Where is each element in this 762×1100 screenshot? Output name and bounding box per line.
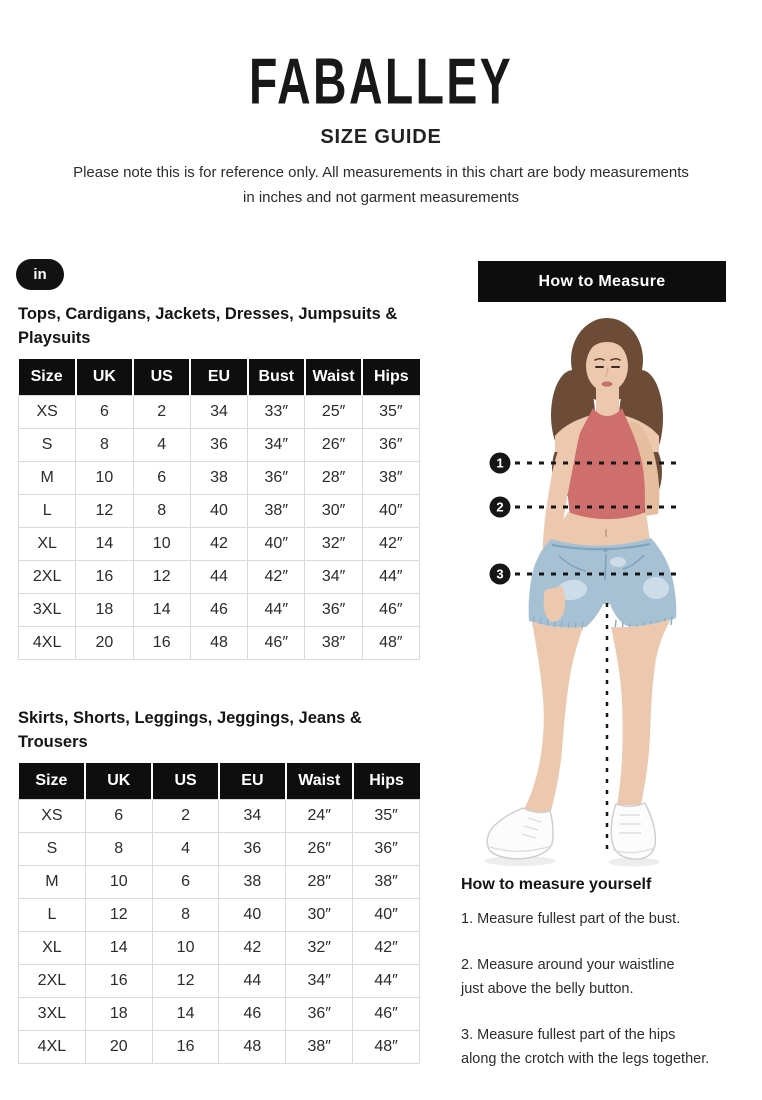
measure-step-line: along the crotch with the legs together. [461, 1051, 710, 1067]
bottoms-size-table [18, 763, 420, 1064]
size-cell: 10 [152, 931, 219, 964]
size-cell: 10 [85, 865, 152, 898]
table-row [19, 428, 420, 461]
size-cell: 6 [152, 865, 219, 898]
bust-marker [490, 453, 511, 474]
table-row [19, 626, 420, 659]
column-header: Waist [305, 359, 362, 395]
measure-step-line: just above the belly button. [461, 981, 634, 997]
size-cell: XL [19, 931, 86, 964]
size-cell: 4XL [19, 626, 76, 659]
table-row [19, 395, 420, 428]
column-header: Size [19, 359, 76, 395]
size-cell: 38 [190, 461, 247, 494]
size-cell: 30″ [286, 898, 353, 931]
size-cell: 48 [219, 1030, 286, 1063]
size-cell: 25″ [305, 395, 362, 428]
column-header: Waist [286, 763, 353, 799]
size-cell: 16 [133, 626, 190, 659]
size-cell: 10 [76, 461, 133, 494]
size-cell: 6 [85, 799, 152, 832]
size-cell: 36 [190, 428, 247, 461]
size-cell: S [19, 428, 76, 461]
size-cell: 14 [76, 527, 133, 560]
size-cell: 46″ [353, 997, 420, 1030]
size-cell: 34″ [248, 428, 305, 461]
size-cell: 44″ [353, 964, 420, 997]
size-cell: 35″ [362, 395, 419, 428]
column-header: UK [76, 359, 133, 395]
measure-step-line: 2. Measure around your waistline [461, 957, 675, 973]
table-row [19, 799, 420, 832]
column-header: US [152, 763, 219, 799]
size-cell: 42 [219, 931, 286, 964]
size-cell: 26″ [305, 428, 362, 461]
size-cell: 44 [190, 560, 247, 593]
size-cell: 28″ [286, 865, 353, 898]
column-header: US [133, 359, 190, 395]
size-cell: 2XL [19, 560, 76, 593]
size-cell: 38″ [305, 626, 362, 659]
size-cell: 40″ [248, 527, 305, 560]
size-cell: 18 [76, 593, 133, 626]
size-cell: 8 [85, 832, 152, 865]
size-cell: 20 [85, 1030, 152, 1063]
size-cell: XS [19, 395, 76, 428]
size-cell: 36 [219, 832, 286, 865]
unit-toggle-inches[interactable]: in [16, 259, 64, 290]
column-header: Bust [248, 359, 305, 395]
model-face [584, 326, 631, 392]
size-cell: 2XL [19, 964, 86, 997]
size-cell: 34″ [286, 964, 353, 997]
size-cell: 33″ [248, 395, 305, 428]
svg-text:2: 2 [496, 499, 504, 515]
measurement-markers [490, 453, 511, 585]
size-cell: 42″ [248, 560, 305, 593]
size-cell: 3XL [19, 593, 76, 626]
size-cell: 8 [152, 898, 219, 931]
size-cell: 16 [152, 1030, 219, 1063]
table-row [19, 593, 420, 626]
measure-step-line: 3. Measure fullest part of the hips [461, 1027, 676, 1043]
size-cell: 42″ [353, 931, 420, 964]
instructions-heading: How to measure yourself [461, 876, 652, 893]
column-header: Size [19, 763, 86, 799]
brand-logo: FABALLEY [248, 45, 514, 118]
size-cell: 2 [133, 395, 190, 428]
size-cell: 12 [133, 560, 190, 593]
table-header-row [19, 359, 420, 395]
size-cell: 48 [190, 626, 247, 659]
table-row [19, 964, 420, 997]
table-row [19, 931, 420, 964]
size-cell: 30″ [305, 494, 362, 527]
size-cell: 6 [133, 461, 190, 494]
bottoms-section-heading: Skirts, Shorts, Leggings, Jeggings, Jeans & Trousers [18, 709, 362, 751]
size-cell: 20 [76, 626, 133, 659]
table-row [19, 560, 420, 593]
size-cell: S [19, 832, 86, 865]
table-row [19, 898, 420, 931]
column-header: EU [190, 359, 247, 395]
size-cell: 36″ [305, 593, 362, 626]
measure-step [461, 1023, 762, 1071]
table-row [19, 1030, 420, 1063]
size-cell: 36″ [362, 428, 419, 461]
size-cell: 38 [219, 865, 286, 898]
size-cell: 4 [152, 832, 219, 865]
size-cell: 18 [85, 997, 152, 1030]
tops-section-heading: Tops, Cardigans, Jackets, Dresses, Jumpsuits & Playsuits [18, 305, 398, 347]
svg-text:1: 1 [496, 455, 504, 471]
hips-marker [490, 564, 511, 585]
measure-instructions [461, 876, 762, 1093]
size-cell: L [19, 494, 76, 527]
size-cell: L [19, 898, 86, 931]
model-photo [460, 310, 762, 875]
column-header: Hips [362, 359, 419, 395]
column-header: EU [219, 763, 286, 799]
size-cell: 4XL [19, 1030, 86, 1063]
size-cell: 16 [85, 964, 152, 997]
waist-marker [490, 497, 511, 518]
size-cell: 12 [152, 964, 219, 997]
size-cell: 38″ [248, 494, 305, 527]
disclaimer-text: Please note this is for reference only. All measurements in this chart are body measurements in inches and not garment measurements [73, 164, 689, 206]
table-row [19, 494, 420, 527]
size-cell: 46 [219, 997, 286, 1030]
table-row [19, 832, 420, 865]
model-sneakers [487, 803, 655, 859]
measure-step [461, 907, 762, 931]
size-cell: 48″ [353, 1030, 420, 1063]
size-cell: 36″ [286, 997, 353, 1030]
measure-step-line: 1. Measure fullest part of the bust. [461, 911, 681, 927]
page-title: SIZE GUIDE [320, 126, 442, 148]
size-cell: 10 [133, 527, 190, 560]
size-cell: 44 [219, 964, 286, 997]
size-cell: 12 [85, 898, 152, 931]
size-cell: 14 [85, 931, 152, 964]
size-cell: 14 [152, 997, 219, 1030]
size-cell: 3XL [19, 997, 86, 1030]
table-row [19, 527, 420, 560]
size-cell: 35″ [353, 799, 420, 832]
table-header-row [19, 763, 420, 799]
size-cell: 36″ [353, 832, 420, 865]
size-cell: 48″ [362, 626, 419, 659]
table-row [19, 461, 420, 494]
size-cell: 42 [190, 527, 247, 560]
size-cell: 46″ [362, 593, 419, 626]
size-cell: 32″ [286, 931, 353, 964]
model-legs [524, 619, 671, 815]
size-cell: 44″ [248, 593, 305, 626]
size-cell: 42″ [362, 527, 419, 560]
size-cell: 40″ [362, 494, 419, 527]
size-cell: 44″ [362, 560, 419, 593]
size-cell: 2 [152, 799, 219, 832]
table-row [19, 997, 420, 1030]
size-cell: 38″ [286, 1030, 353, 1063]
size-cell: 6 [76, 395, 133, 428]
size-cell: 36″ [248, 461, 305, 494]
svg-text:3: 3 [496, 566, 504, 582]
size-cell: 40 [219, 898, 286, 931]
size-cell: XS [19, 799, 86, 832]
size-cell: 32″ [305, 527, 362, 560]
size-cell: 40″ [353, 898, 420, 931]
size-cell: 4 [133, 428, 190, 461]
instructions-steps [461, 907, 762, 1071]
size-cell: 16 [76, 560, 133, 593]
size-cell: 40 [190, 494, 247, 527]
how-to-measure-banner: How to Measure [478, 261, 726, 302]
size-cell: 34″ [305, 560, 362, 593]
size-cell: 8 [76, 428, 133, 461]
size-cell: 12 [76, 494, 133, 527]
tops-size-table [18, 359, 420, 660]
measure-step [461, 953, 762, 1001]
column-header: Hips [353, 763, 420, 799]
size-cell: 38″ [353, 865, 420, 898]
size-cell: 34 [219, 799, 286, 832]
size-cell: 14 [133, 593, 190, 626]
size-cell: 46″ [248, 626, 305, 659]
column-header: UK [85, 763, 152, 799]
table-row [19, 865, 420, 898]
size-cell: M [19, 865, 86, 898]
size-cell: M [19, 461, 76, 494]
size-cell: 24″ [286, 799, 353, 832]
size-cell: 46 [190, 593, 247, 626]
size-cell: 8 [133, 494, 190, 527]
size-cell: 38″ [362, 461, 419, 494]
size-cell: 34 [190, 395, 247, 428]
size-cell: 26″ [286, 832, 353, 865]
size-cell: XL [19, 527, 76, 560]
size-cell: 28″ [305, 461, 362, 494]
